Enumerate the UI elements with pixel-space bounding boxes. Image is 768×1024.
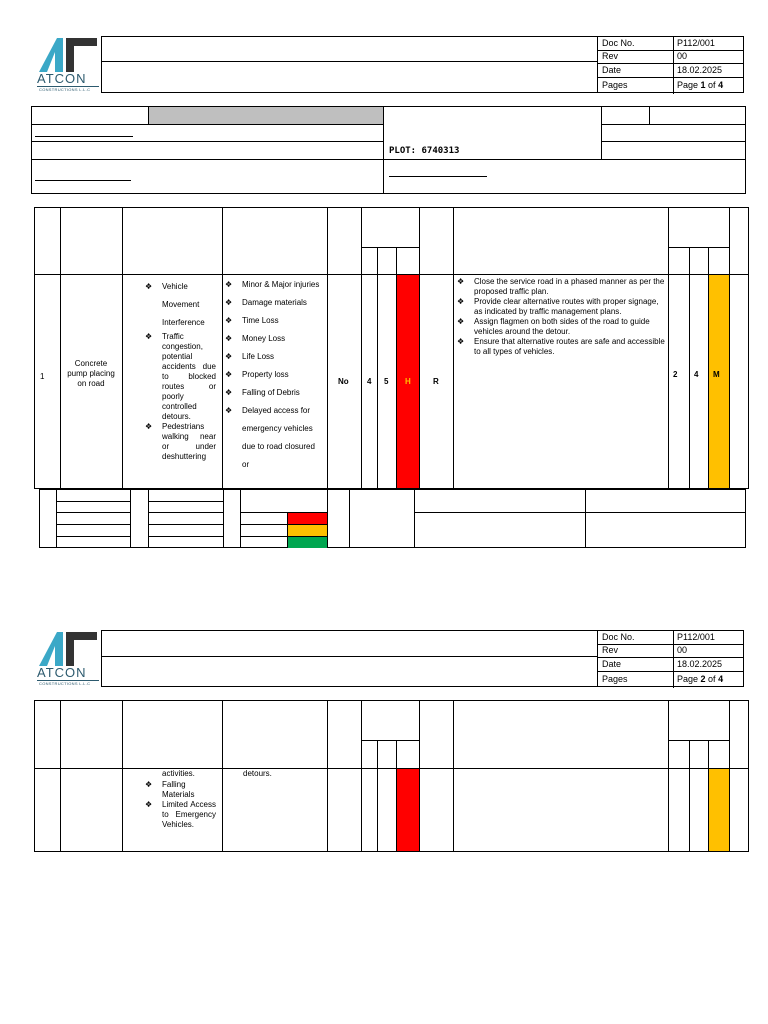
header-title-box — [101, 630, 598, 687]
company-sub: CONSTRUCTIONS L.L.C — [39, 681, 91, 686]
residual-risk-cell — [709, 769, 729, 851]
rev-label: Rev — [602, 51, 619, 61]
hazard-item: ❖ Traffic congestion, potential accidents due to blocked routes or poorly controlled detours. — [144, 332, 216, 422]
hazard-item: ❖ Limited Access to Emergency Vehicles. — [144, 800, 216, 830]
hazard-item: ❖ Vehicle Movement Interference — [144, 278, 216, 332]
initial-risk-cell — [397, 769, 419, 851]
doc-info-table — [598, 36, 744, 93]
control-item: ❖ Provide clear alternative routes with proper signage, as indicated by traffic management plans. — [456, 297, 666, 317]
consequence-item: ❖ Money Loss — [224, 330, 324, 348]
date-value: 18.02.2025 — [677, 65, 723, 75]
consequence-item: ❖ Life Loss — [224, 348, 324, 366]
doc-no-label: Doc No. — [602, 38, 635, 48]
residual-risk-cell — [709, 275, 729, 488]
date-value: 18.02.2025 — [677, 659, 723, 669]
hazard-item: ❖ Falling Materials — [144, 780, 216, 800]
rev-value: 00 — [677, 645, 688, 655]
rev-label: Rev — [602, 645, 619, 655]
header-title-box — [101, 36, 598, 93]
control-measures-list — [456, 277, 666, 357]
logo-page1 — [35, 36, 101, 93]
consequence-list — [224, 276, 324, 474]
consequence-item: ❖ Property loss — [224, 366, 324, 384]
row-number: 1 — [40, 372, 45, 381]
company-sub: CONSTRUCTIONS L.L.C — [39, 87, 91, 92]
date-label: Date — [602, 659, 622, 669]
risk-rating: H — [405, 377, 411, 386]
consequence-item: ❖ Minor & Major injuries — [224, 276, 324, 294]
consequence-item: ❖ Damage materials — [224, 294, 324, 312]
doc-no-label: Doc No. — [602, 632, 635, 642]
hazard-list — [144, 278, 216, 462]
control-item: ❖ Ensure that alternative routes are safe and accessible to all types of vehicles. — [456, 337, 666, 357]
pages-label: Pages — [602, 674, 628, 684]
page-indicator: Page 2 of 4 — [677, 674, 724, 684]
company-name: ATCON — [37, 71, 87, 86]
residual-rating: M — [713, 370, 720, 379]
logo-page2 — [35, 630, 101, 687]
doc-no-value: P112/001 — [677, 38, 715, 48]
control-item: ❖ Assign flagmen on both sides of the road to guide vehicles around the detour. — [456, 317, 666, 337]
date-label: Date — [602, 65, 622, 75]
pages-label: Pages — [602, 80, 628, 90]
doc-info-table — [598, 630, 744, 687]
likelihood-value: 4 — [367, 377, 372, 386]
residual-severity: 4 — [694, 370, 699, 379]
rev-value: 00 — [677, 51, 688, 61]
company-name: ATCON — [37, 665, 87, 680]
legend-signoff-block — [39, 489, 746, 548]
atcon-logo-icon — [35, 36, 101, 72]
hazard-list — [144, 780, 216, 830]
consequence-item: ❖ Time Loss — [224, 312, 324, 330]
consequence-continuation: detours. — [243, 769, 272, 778]
doc-no-value: P112/001 — [677, 632, 715, 642]
atcon-logo-icon — [35, 630, 101, 666]
hazard-continuation: activities. — [162, 769, 195, 778]
consequence-item: ❖ Falling of Debris — [224, 384, 324, 402]
control-item: ❖ Close the service road in a phased manner as per the proposed traffic plan. — [456, 277, 666, 297]
activity-cell: Concrete pump placing on road — [67, 359, 115, 388]
legend-high-swatch — [288, 513, 327, 524]
residual-likelihood: 2 — [673, 370, 678, 379]
legend-low-swatch — [288, 537, 327, 548]
risk-table-continued — [34, 700, 749, 852]
legend-medium-swatch — [288, 525, 327, 536]
page-indicator: Page 1 of 4 — [677, 80, 724, 90]
plot-number: PLOT: 6740313 — [389, 146, 460, 156]
hazard-item: ❖ Pedestrians walking near or under deshuttering — [144, 422, 216, 462]
action-value: R — [433, 377, 439, 386]
existing-control: No — [338, 377, 349, 386]
consequence-item: ❖ Delayed access for emergency vehicles due to road closured or — [224, 402, 324, 474]
severity-value: 5 — [384, 377, 389, 386]
